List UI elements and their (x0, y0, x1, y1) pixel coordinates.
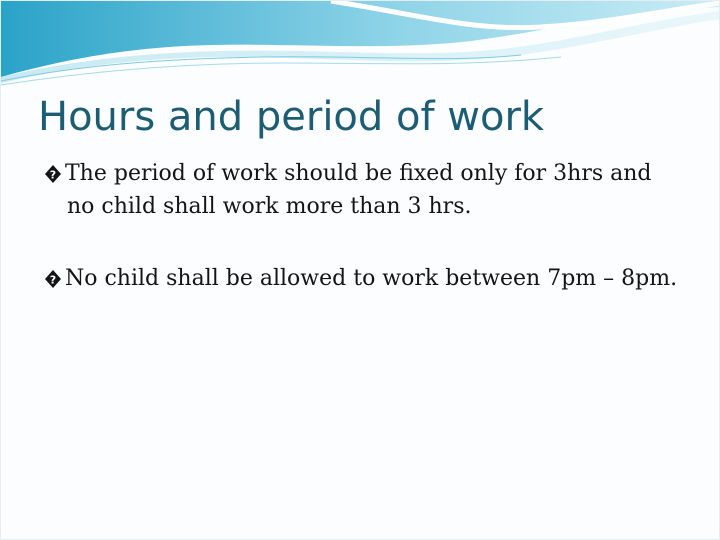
slide-title: Hours and period of work (38, 94, 545, 140)
bullet-item (43, 157, 703, 223)
bullet-item (43, 262, 703, 295)
svg-text:?: ? (49, 168, 57, 182)
bullet-text-continuation: no child shall work more than 3 hrs. (67, 194, 472, 219)
replacement-character-icon (43, 163, 63, 185)
bullet-text: The period of work should be fixed only for 3hrs and (65, 161, 652, 186)
header-wave-decoration (1, 1, 720, 91)
bullet-text: No child shall be allowed to work between 7pm – 8pm. (65, 266, 678, 291)
svg-text:?: ? (49, 273, 57, 287)
replacement-character-icon (43, 268, 63, 290)
